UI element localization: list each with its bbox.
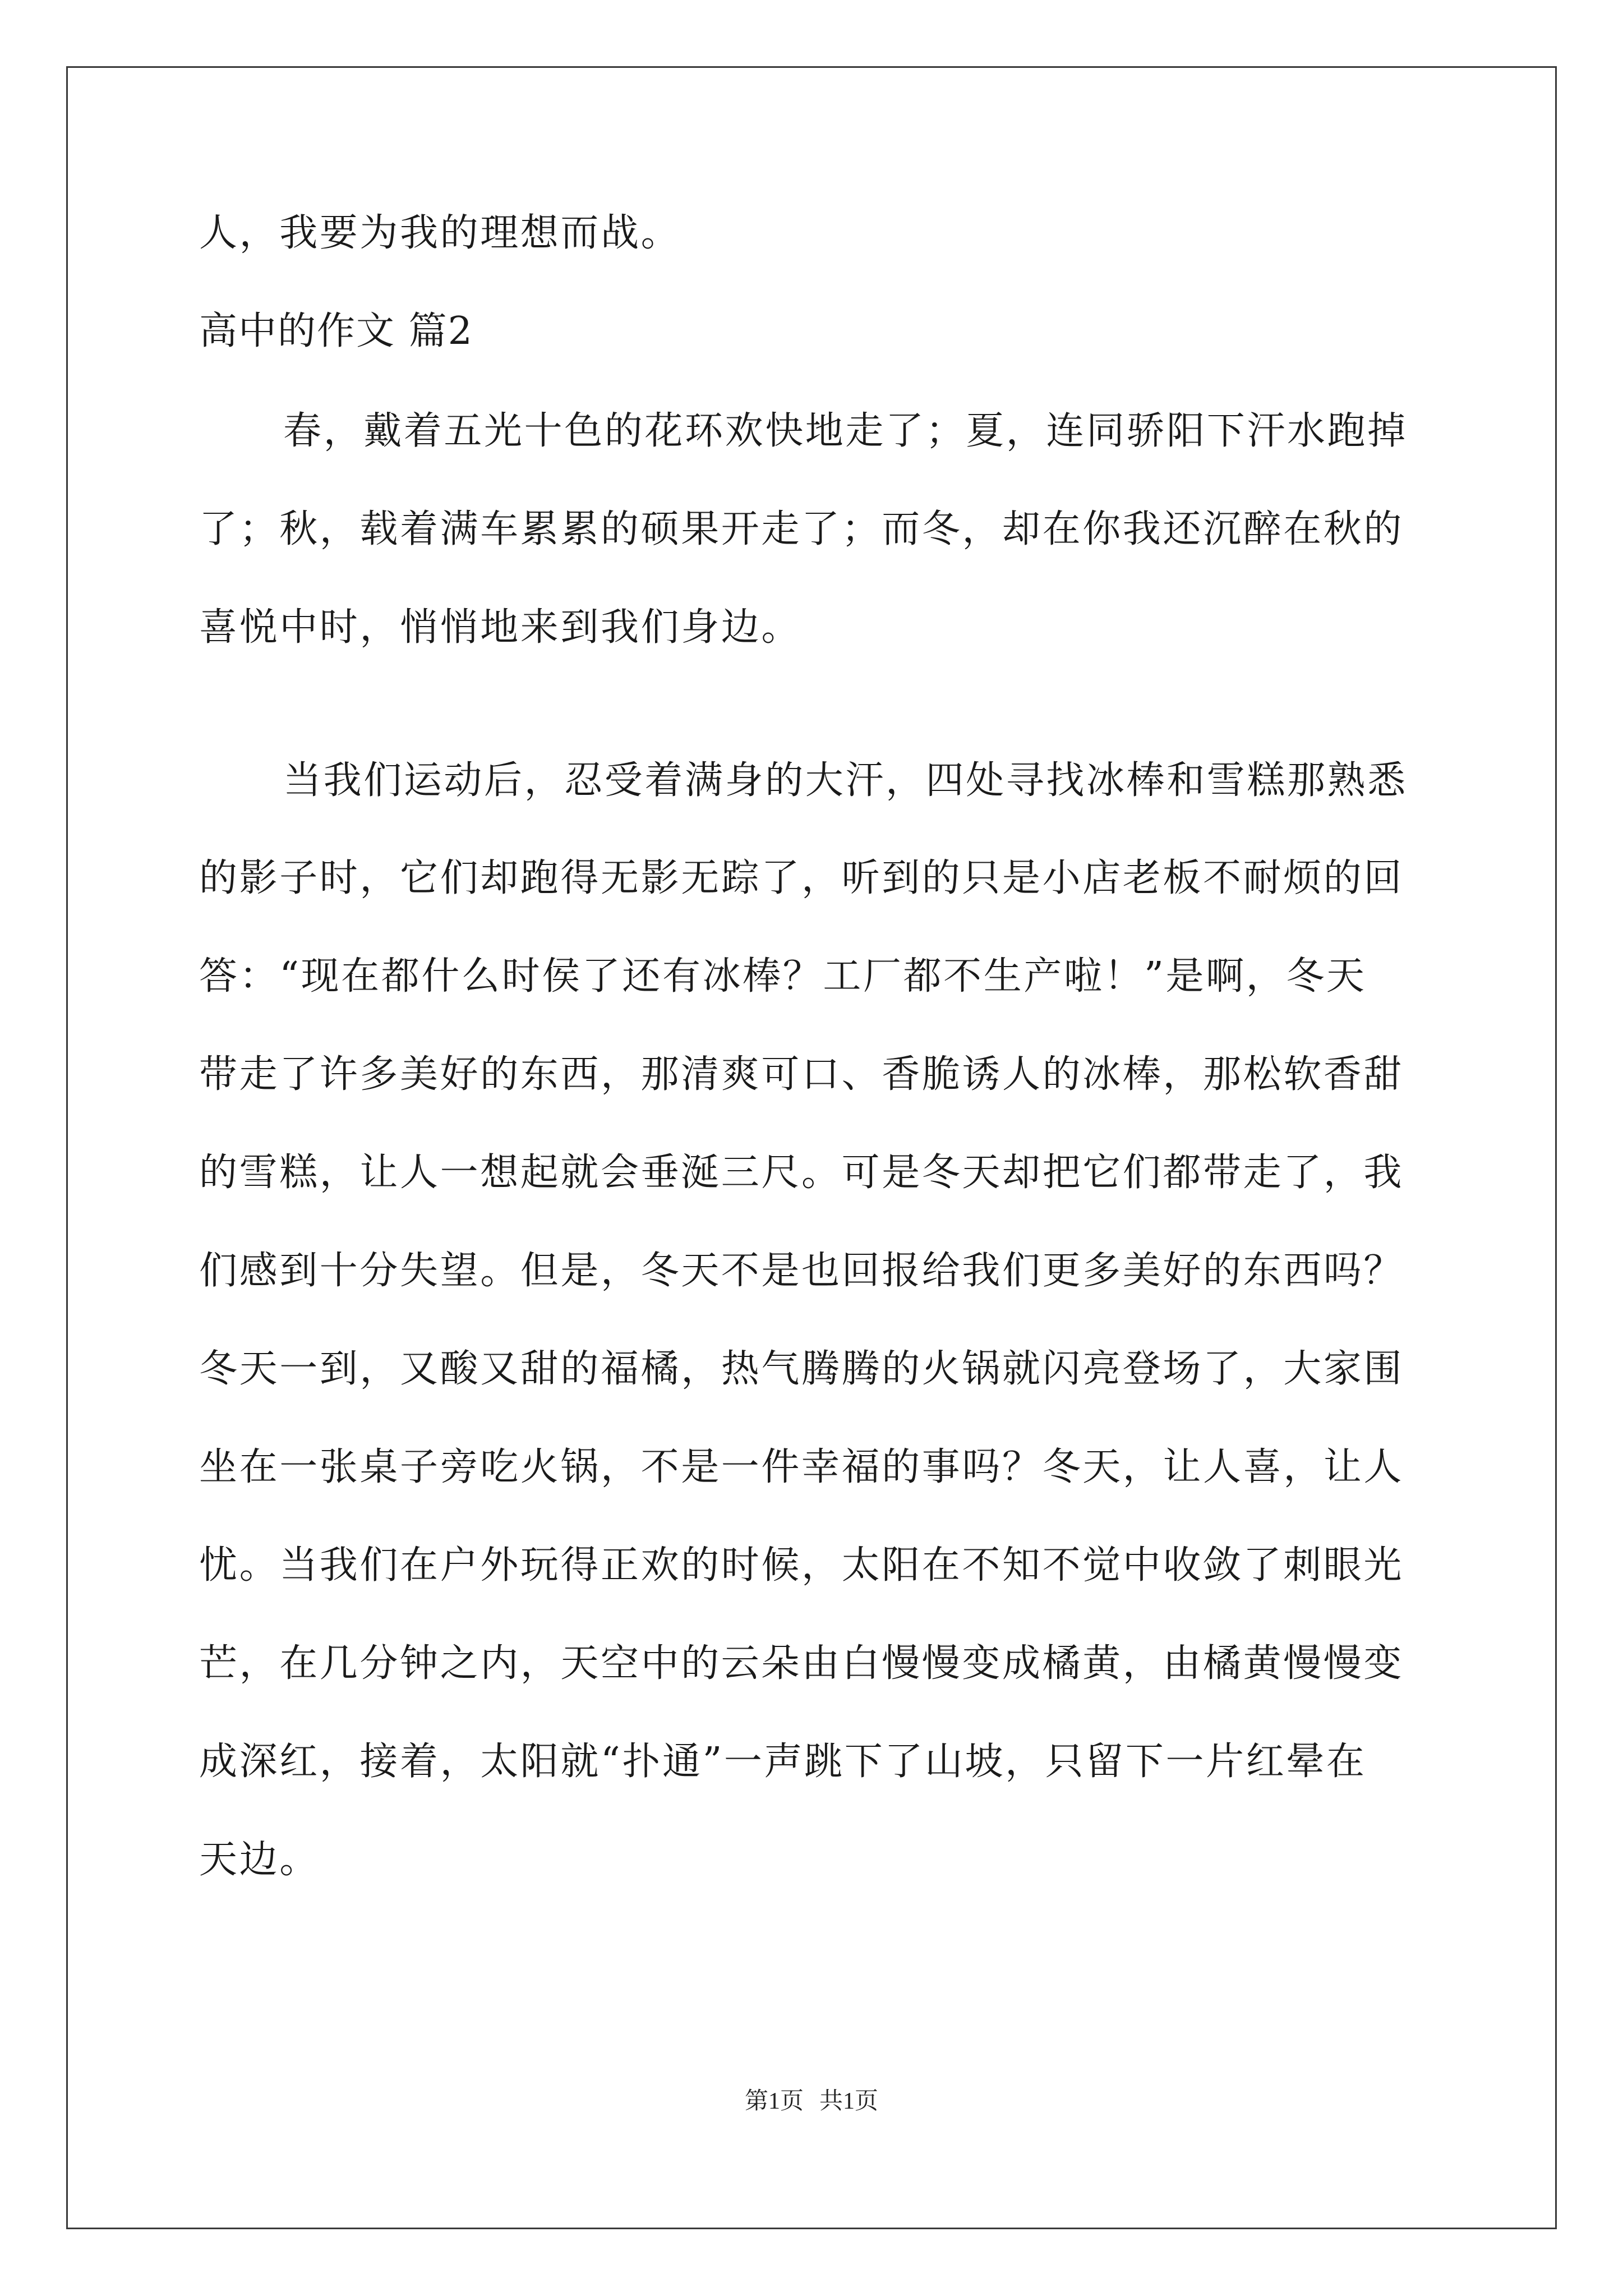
text-line: 了；秋，载着满车累累的硕果开走了；而冬，却在你我还沉醉在秋的 xyxy=(199,507,1404,551)
text-line: 芒，在几分钟之内，天空中的云朵由白慢慢变成橘黄，由橘黄慢慢变 xyxy=(199,1641,1404,1686)
section-heading: 高中的作文 篇2 xyxy=(199,309,473,353)
text-line: 忧。当我们在户外玩得正欢的时候，太阳在不知不觉中收敛了刺眼光 xyxy=(199,1543,1404,1588)
text-line: 喜悦中时，悄悄地来到我们身边。 xyxy=(199,605,802,650)
text-line: 们感到十分失望。但是，冬天不是也回报给我们更多美好的东西吗？ xyxy=(199,1249,1404,1293)
text-line: 天边。 xyxy=(199,1838,320,1882)
text-line: 春，戴着五光十色的花环欢快地走了；夏，连同骄阳下汗水跑掉 xyxy=(283,409,1408,453)
text-line: 的雪糕，让人一想起就会垂涎三尺。可是冬天却把它们都带走了，我 xyxy=(199,1151,1404,1195)
text-line: 人，我要为我的理想而战。 xyxy=(199,211,681,255)
text-line: 当我们运动后，忍受着满身的大汗，四处寻找冰棒和雪糕那熟悉 xyxy=(283,758,1408,803)
page-border xyxy=(66,66,1557,2229)
page-footer xyxy=(0,2085,1623,2118)
text-line: 成深红，接着，太阳就“扑通”一声跳下了山坡，只留下一片红晕在 xyxy=(199,1740,1367,1784)
page-total: 共1页 xyxy=(819,2088,879,2114)
text-line: 答：“现在都什么时侯了还有冰棒？工厂都不生产啦！”是啊，冬天 xyxy=(199,954,1367,999)
text-line: 带走了许多美好的东西，那清爽可口、香脆诱人的冰棒，那松软香甜 xyxy=(199,1052,1404,1097)
text-line: 冬天一到，又酸又甜的福橘，热气腾腾的火锅就闪亮登场了，大家围 xyxy=(199,1347,1404,1391)
text-line: 的影子时，它们却跑得无影无踪了，听到的只是小店老板不耐烦的回 xyxy=(199,856,1404,900)
text-line: 坐在一张桌子旁吃火锅，不是一件幸福的事吗？冬天，让人喜，让人 xyxy=(199,1445,1404,1489)
page-number: 第1页 xyxy=(744,2088,804,2114)
